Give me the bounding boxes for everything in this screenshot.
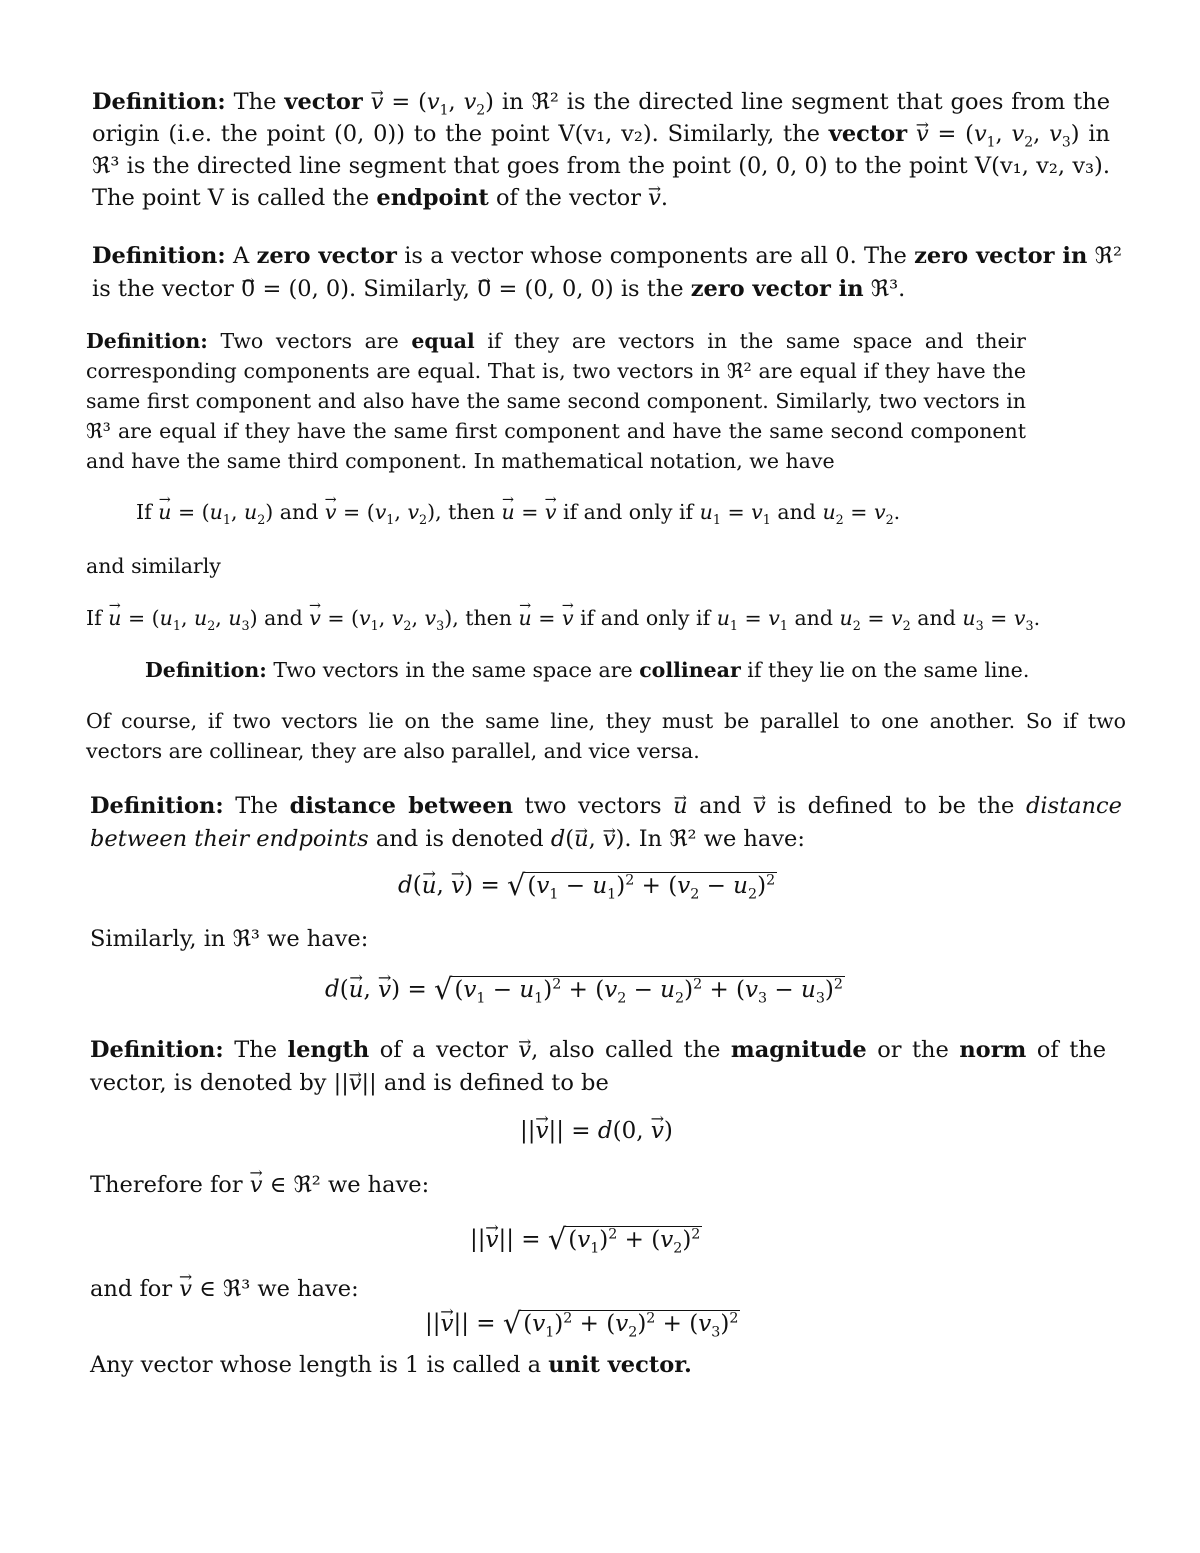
text: ℜ² is the vector [92,243,1122,302]
distance-r3-formula: d(→ u, → $v) = √(v_1 - u_1)^2 + (v_2 - u_2)^2 + (v_3 - u_3)^2$ [325,972,845,1006]
text: if and only if [580,606,711,630]
text: if and only if [563,500,694,524]
equality-r3-equation: $If \to u = (u_1$, $u_2$, $u_3$) and → $v = (v_1$, $v_2$, $v_3$), then → u = → v if and only if $u_1 = v_1$ and $u_2 = v_2$ and $u_3 = v_3$. [86,606,1040,630]
text: two vectors [524,793,662,819]
term-collinear: collinear [639,658,741,682]
text: in ℜ³ is the directed line segment that goes from the point (0, 0, 0) to the point V(v₁, v₂, v₃). The point V is called the [92,121,1111,211]
text: of the vector, is denoted by [90,1037,1107,1096]
text: A [233,243,250,269]
text: In ℜ² we have: [638,826,805,852]
definition-label: Definition: [145,658,267,682]
math-v: → v, [518,1037,538,1063]
math-v3: → $v = (v_1$, $v_2$, $v_3$) [916,121,1080,147]
text: and is defined to be [383,1070,609,1096]
definition-label: Definition: [86,329,208,353]
text: if they are vectors in the same space and their corresponding components are equal. That is, two vectors in ℜ² are equal if they have the same first component and also have the same second component. Similarly, two vectors in ℜ³ are equal if they have the same first component and have the same second component and have the same third component. In mathematical notation, we have [86,329,1026,473]
definition-label: Definition: [92,243,226,269]
math-u: → u [673,790,688,823]
math-distance: d(→ u, → v). [551,826,632,852]
text: and [917,606,956,630]
text: and [264,606,303,630]
term-zero-vector: zero vector [256,243,397,269]
text: and [279,500,319,524]
norm-r2-formula: ||→ $v|| = √(v_1)^2 + (v_2)^2$ [470,1222,702,1256]
text: The [234,1037,278,1063]
math-v: → v. [648,185,668,211]
text: ∈ ℜ³ we have: [199,1276,359,1302]
term-length: length [287,1037,370,1063]
text: and for [90,1276,173,1302]
math-zero: → 0 [241,273,255,306]
math-v2: → $v = (v_1$, $v_2$) [371,89,494,115]
text: If [136,500,152,524]
definition-label: Definition: [90,1037,224,1063]
norm-r3-formula: ||→ $v|| = √(v_1)^2 + (v_2)^2 + (v_3)^2$ [425,1306,740,1340]
term-equal: equal [411,329,475,353]
text: If [86,606,102,630]
definition-vector [92,86,1110,214]
text: Therefore for [90,1172,243,1198]
equality-r2-equation: $If \to u = (u_1$, $u_2$) and → $v = (v_1$, $v_2$), then → u = → v if and only if $u_1 = v_1$ and $u_2 = v_2$. [136,500,900,524]
text: Any vector whose length is 1 is called a [90,1352,542,1378]
text: ℜ³. [870,276,906,302]
term-norm: norm [959,1037,1027,1063]
text: = (0, 0). Similarly, [262,276,470,302]
math-v: → v [179,1276,192,1302]
definition-label: Definition: [90,793,224,819]
text: ∈ ℜ² we have: [269,1172,430,1198]
definition-equal-vectors [86,326,1026,476]
definition-collinear [145,658,1029,682]
text-similarly-r3: Similarly, in ℜ³ we have: [90,926,369,952]
term-vector: vector [828,121,908,147]
text: in ℜ² is the directed line segment that goes from the origin (i.e. the point (0, 0)) to the point V(v₁, v₂). Similarly, the [92,89,1111,147]
emphasis: distance between their endpoints [90,793,1122,852]
norm-definition-formula: ||→ v|| = d(0, → v) [520,1118,673,1144]
term-endpoint: endpoint [376,185,489,211]
text-therefore [90,1172,429,1198]
term-zero-vector: zero vector in [690,276,864,302]
text-and-for [90,1276,359,1302]
text: Two vectors are [220,329,399,353]
distance-r2-formula: d(→ u, → $v) = √(v_1 - u_1)^2 + (v_2 - u_2)^2$ [398,868,777,902]
term-vector: vector [284,89,363,115]
definition-distance [90,790,1122,856]
definition-zero-vector [92,240,1122,306]
text: also called the [548,1037,721,1063]
text: is a vector whose components are all 0. The [404,243,907,269]
text: if they lie on the same line. [747,658,1030,682]
text: and is denoted [375,826,544,852]
text: or the [877,1037,949,1063]
definition-length [90,1034,1106,1100]
text: Two vectors in the same space are [273,658,633,682]
paragraph-parallel: Of course, if two vectors lie on the same line, they must be parallel to one another. So if two vectors are collinear, they are also parallel, and vice versa. [86,709,1126,763]
text: The [235,793,279,819]
text: is defined to be the [777,793,1015,819]
text: and [794,606,833,630]
text: and [699,793,742,819]
math-v: → v [250,1172,263,1198]
term-unit-vector: unit vector. [548,1352,692,1378]
math-norm: ||→ v|| [334,1070,377,1096]
text-unit-vector [90,1352,692,1378]
text: of a vector [379,1037,508,1063]
text: The [233,89,277,115]
term-magnitude: magnitude [730,1037,867,1063]
text: and [777,500,816,524]
text-and-similarly: and similarly [86,554,221,578]
text: then [465,606,513,630]
math-zero: → 0 [477,273,491,306]
math-v: → v [753,790,766,823]
text: = (0, 0, 0) is the [498,276,684,302]
term-zero-vector: zero vector in [914,243,1088,269]
term-distance: distance between [289,793,514,819]
text: of the vector [495,185,641,211]
definition-label: Definition: [92,89,226,115]
text: then [448,500,495,524]
